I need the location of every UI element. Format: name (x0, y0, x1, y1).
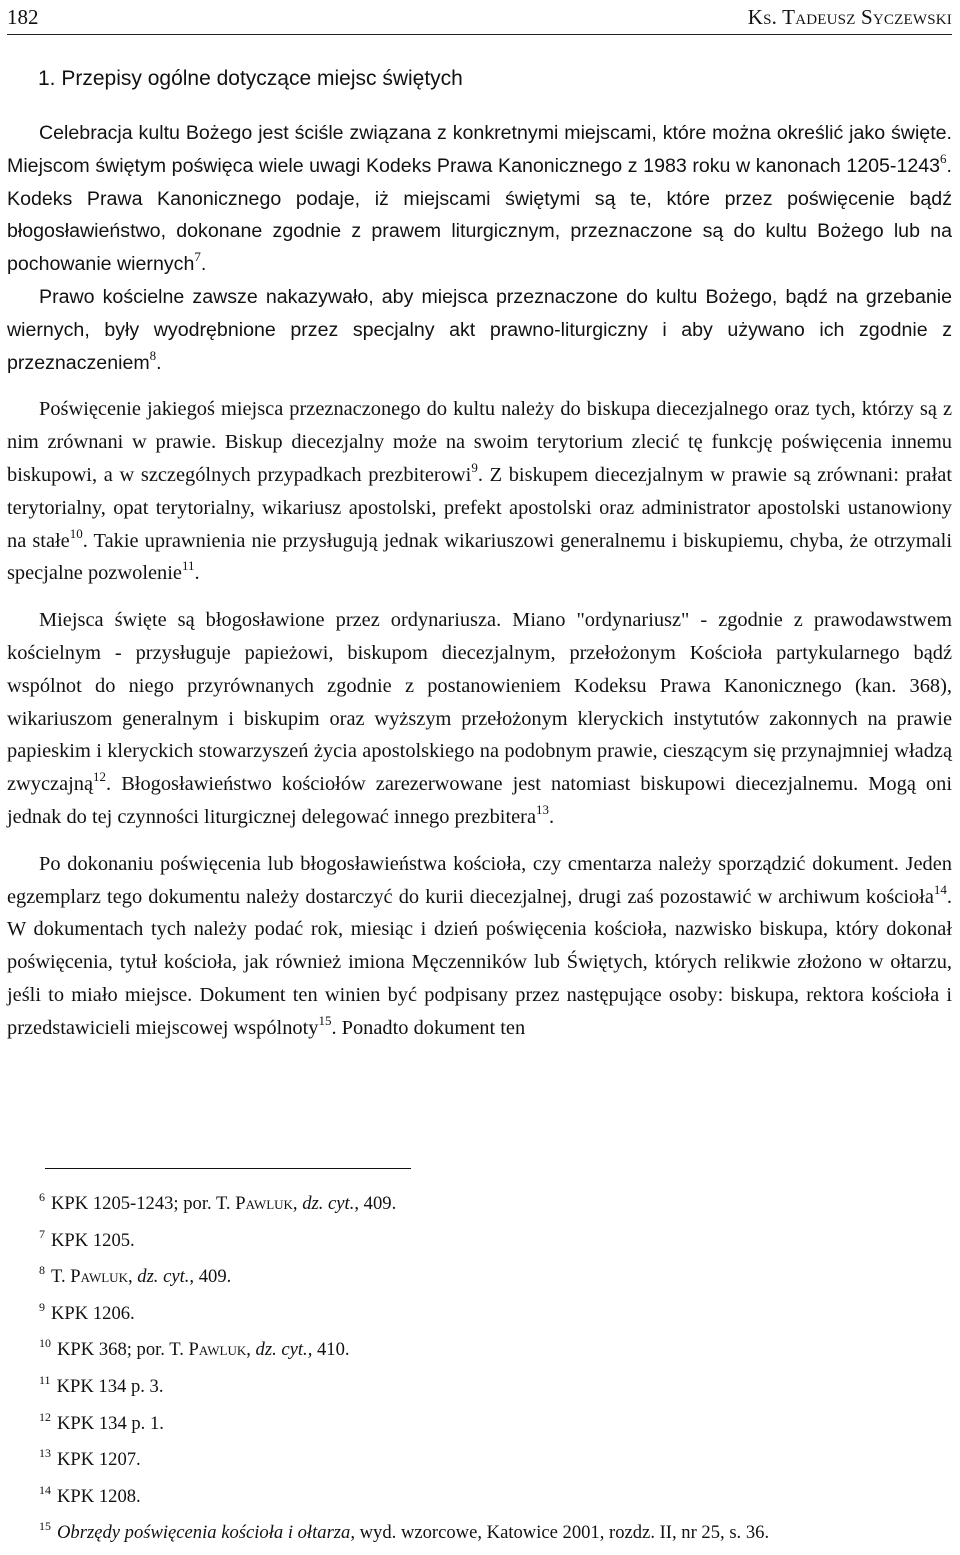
footnote-ref: 9 (471, 459, 478, 475)
running-header (7, 0, 952, 35)
footnote-ref: 11 (181, 558, 195, 574)
footnote-ref: 7 (194, 249, 201, 265)
page-number: 182 (7, 5, 39, 29)
footnote-11: $^{11}$ KPK 134 p. 3. (39, 1372, 164, 1397)
footnote-ref: 10 (69, 525, 83, 541)
running-head-author: Ks. Tadeusz Syczewski (747, 5, 952, 29)
footnote-ref: 8 (149, 347, 157, 363)
footnote-ref: 13 (536, 801, 550, 817)
paragraph-3: Poświęcenie jakiegoś miejsca przeznaczonego do kultu należy do biskupa diecezjalnego oraz tych, którzy są z nim zrównani w prawie. Biskup diecezjalny może na swoim terytorium zlecić tę funkcję poświęcenia innemu biskupowi, a w szczególnych przypadkach prezbiterowi$^9$. Z biskupem diecezjalnym w prawie są zrównani: prałat terytorialny, opat terytorialny, wikariusz apostolski, prefekt apostolski oraz administrator apostolski ustanowiony na stałe$^{10}$. Takie uprawnienia nie przysługują jednak wikariuszowi generalnemu i biskupiemu, chyba, że otrzymali specjalne pozwolenie$^{11}$. (7, 398, 952, 585)
section-title: 1. Przepisy ogólne dotyczące miejsc świętych (38, 67, 463, 90)
paragraph-1: Celebracja kultu Bożego jest ściśle związana z konkretnymi miejscami, które można określić jako święte. Miejscom świętym poświęca wiele uwagi Kodeks Prawa Kanonicznego z 1983 roku w kanonach 1205-1243$^6$. Kodeks Prawa Kanonicznego podaje, iż miejscami świętymi są te, które przez poświęcenie bądź błogosławieństwo, dokonane zgodnie z prawem liturgicznym, przeznaczone są do kultu Bożego lub na pochowanie wiernych$^7$. (7, 122, 952, 276)
footnote-7: $^7$ KPK 1205. (39, 1226, 135, 1251)
footnote-separator (45, 1168, 411, 1169)
footnotes (7, 1168, 952, 1555)
footnote-ref: 6 (940, 150, 947, 166)
footnote-9: $^9$ KPK 1206. (39, 1299, 135, 1324)
paragraph-2: Prawo kościelne zawsze nakazywało, aby miejsca przeznaczone do kultu Bożego, bądź na grzebanie wiernych, były wyodrębnione przez specjalny akt prawno-liturgiczny i aby używano ich zgodnie z przeznaczeniem$^8$. (7, 285, 952, 374)
footnote-10: $^{10}$ KPK 368; por. T. Pawluk, dz. cyt., 410. (39, 1336, 350, 1361)
footnote-15: $^{15}$ Obrzędy poświęcenia kościoła i ołtarza, wyd. wzorcowe, Katowice 2001, rozdz. II, nr 25, s. 36. (39, 1519, 770, 1544)
body-text (7, 117, 952, 1045)
footnote-14: $^{14}$ KPK 1208. (39, 1482, 141, 1507)
footnote-ref: 14 (933, 881, 947, 897)
footnote-ref: 15 (318, 1012, 332, 1028)
footnote-12: $^{12}$ KPK 134 p. 1. (39, 1409, 164, 1434)
footnote-list (7, 1189, 952, 1555)
footnote-8: $^8$ T. Pawluk, dz. cyt., 409. (39, 1263, 232, 1288)
footnote-ref: 12 (93, 769, 107, 785)
paragraph-5: Po dokonaniu poświęcenia lub błogosławieństwa kościoła, czy cmentarza należy sporządzić dokument. Jeden egzemplarz tego dokumentu należy dostarczyć do kurii diecezjalnej, drugi zaś pozostawić w archiwum kościoła$^{14}$. W dokumentach tych należy podać rok, miesiąc i dzień poświęcenia kościoła, nazwisko biskupa, który dokonał poświęcenia, tytuł kościoła, jak również imiona Męczenników lub Świętych, których relikwie złożono w ołtarzu, jeśli to miało miejsce. Dokument ten winien być podpisany przez następujące osoby: biskupa, rektora kościoła i przedstawicieli miejscowej wspólnoty$^{15}$. Ponadto dokument ten (7, 852, 952, 1039)
paragraph-4: Miejsca święte są błogosławione przez ordynariusza. Miano "ordynariusz" - zgodnie z prawodawstwem kościelnym - przysługuje papieżowi, biskupom diecezjalnym, przełożonym Kościoła partykularnego bądź wspólnot do niego przyrównanych zgodnie z postanowieniem Kodeksu Prawa Kanonicznego (kan. 368), wikariuszom generalnym i biskupim oraz wyższym przełożonym kleryckich instytutów zakonnych na prawie papieskim i kleryckich stowarzyszeń życia apostolskiego na podobnym prawie, cieszącym się przynajmniej władzą zwyczajną$^{12}$. Błogosławieństwo kościołów zarezerwowane jest natomiast biskupowi diecezjalnemu. Mogą oni jednak do tej czynności liturgicznej delegować innego prezbitera$^{13}$. (7, 609, 952, 828)
footnote-13: $^{13}$ KPK 1207. (39, 1446, 141, 1471)
footnote-6: $^6$ KPK 1205-1243; por. T. Pawluk, dz. cyt., 409. (39, 1190, 397, 1214)
